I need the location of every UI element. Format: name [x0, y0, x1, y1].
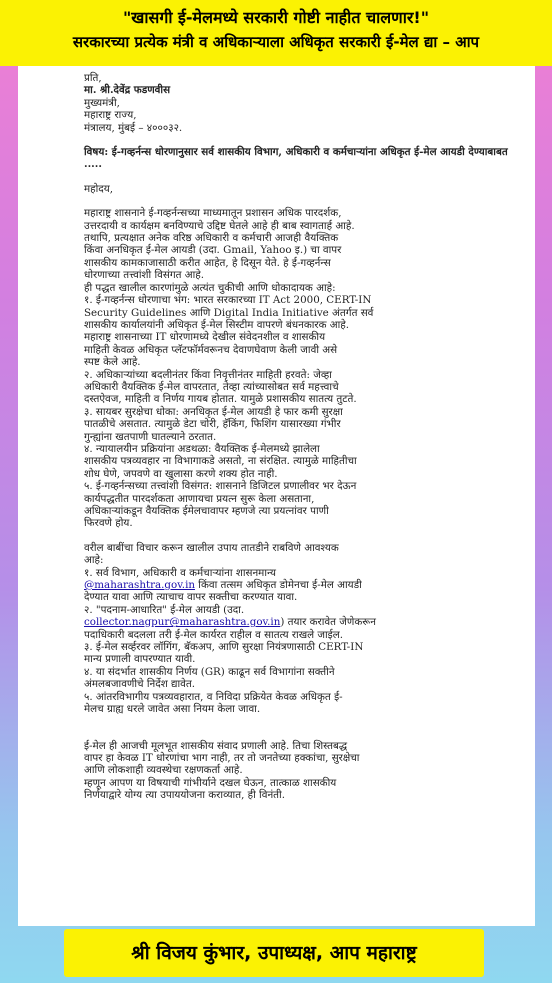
text-line: उत्तरदायी व कार्यक्षम बनविण्याचे उद्दिष्ट घेतले आहे ही बाब स्वागतार्ह आहे.	[84, 219, 355, 232]
text-line: आहे:	[84, 554, 104, 567]
text-line: स्पष्ट केले आहे.	[84, 356, 141, 369]
text-line: कार्यपद्धतीत पारदर्शकता आणायचा प्रयत्न सुरू केला असताना,	[84, 492, 315, 505]
text-line: धोरणाच्या तत्त्वांशी विसंगत आहे.	[84, 269, 205, 282]
text-line: शासकीय कार्यालयांनी अधिकृत ई-मेल सिस्टीम वापरणे बंधनकारक आहे.	[84, 318, 350, 331]
text-line: ३. ई-मेल सर्व्हरवर लॉगिंग, बॅकअप, आणि सुरक्षा नियंत्रणासाठी CERT-IN	[84, 641, 364, 654]
text-line: किंवा अनधिकृत ई-मेल आयडी (उदा. Gmail, Yahoo इ.) चा वापर	[84, 244, 342, 257]
text-line: @maharashtra.gov.in किंवा तत्सम अधिकृत डोमेनचा ई-मेल आयडी	[84, 579, 362, 592]
text-line: १. सर्व विभाग, अधिकारी व कर्मचाऱ्यांना शासनमान्य	[84, 566, 277, 579]
address-line: मुख्यमंत्री,	[84, 96, 120, 109]
text-line: २. अधिकाऱ्यांच्या बदलीनंतर किंवा निवृत्तीनंतर माहिती हरवते: जेव्हा	[84, 368, 332, 381]
text-line: मेलच ग्राह्य धरले जावेत असा नियम केला जावा.	[84, 703, 261, 716]
text-line: आणि लोकशाही व्यवस्थेचा रक्षणकर्ता आहे.	[84, 764, 243, 777]
text-line: मान्य प्रणाली वापरण्यात यावी.	[84, 653, 196, 666]
text-line: collector.nagpur@maharashtra.gov.in) तयार करावेत जेणेकरून	[84, 616, 376, 629]
text-line: पातळीचे असतात. त्यामुळे डेटा चोरी, हॅकिंग, फिशिंग यासारख्या गंभीर	[84, 418, 341, 431]
headline-subtitle: सरकारच्या प्रत्येक मंत्री व अधिकाऱ्याला अधिकृत सरकारी ई-मेल द्या – आप	[72, 33, 480, 51]
text-line: माहिती केवळ अधिकृत प्लॅटफॉर्मवरूनच देवाणघेवाण केली जावी असे	[84, 343, 338, 356]
text-line: ५. आंतरविभागीय पत्रव्यवहारात, व निविदा प्रक्रियेत केवळ अधिकृत ई-	[84, 690, 343, 703]
text-line: पदाधिकारी बदलला तरी ई-मेल कार्यरत राहील व सातत्य राखले जाईल.	[84, 628, 343, 641]
measures-section	[84, 542, 515, 716]
domain-link[interactable]: @maharashtra.gov.in	[84, 579, 196, 592]
text-line: शोध घेणे, जपवणे वा खुलासा करणे शक्य होत नाही.	[84, 467, 278, 480]
text-line: ३. सायबर सुरक्षेचा धोका: अनधिकृत ई-मेल आयडी हे फार कमी सुरक्षा	[84, 405, 343, 418]
letter-document	[18, 66, 535, 926]
address-line: मंत्रालय, मुंबई – ४०००३२.	[84, 121, 183, 134]
text-line: ५. ई-गव्हर्नन्सच्या तत्त्वांशी विसंगत: शासनाने डिजिटल प्रणालीवर भर देऊन	[84, 480, 357, 493]
reasons-paragraph	[84, 282, 515, 530]
text-line: १. ई-गव्हर्नन्स धोरणाचा भंग: भारत सरकारच्या IT Act 2000, CERT-IN	[84, 294, 372, 307]
text-line: अधिकारी वैयक्तिक ई-मेल वापरतात, तेव्हा त्यांच्यासोबत सर्व महत्त्वाचे	[84, 380, 339, 393]
text-line: दस्तऐवज, माहिती व निर्णय गायब होतात. यामुळे प्रशासकीय सातत्य तुटते.	[84, 393, 357, 406]
text-line: २. "पदनाम-आधारित" ई-मेल आयडी (उदा.	[84, 603, 245, 616]
address-line: प्रति,	[84, 72, 102, 84]
text-line: शासकीय पत्रव्यवहार ना विभागाकडे असतो, ना संरक्षित. त्यामुळे माहितीचा	[84, 455, 357, 468]
text-line: शासकीय कामकाजासाठी करीत आहेत, हे दिसून येते. हे ई-गव्हर्नन्स	[84, 256, 331, 269]
text-line: महाराष्ट्र शासनाच्या IT धोरणामध्ये देखील संवेदनशील व शासकीय	[84, 331, 326, 344]
text-line: Security Guidelines आणि Digital India Initiative अंतर्गत सर्व	[84, 306, 374, 319]
text-line: वरील बाबींचा विचार करून खालील उपाय तातडीने राबविणे आवश्यक	[84, 541, 339, 554]
intro-paragraph	[84, 207, 515, 281]
text-line: ४. न्यायालयीन प्रक्रियांना अडथळा: वैयक्तिक ई-मेलमध्ये झालेला	[84, 442, 320, 455]
text-line: ४. या संदर्भात शासकीय निर्णय (GR) काढून सर्व विभागांना सक्तीने	[84, 665, 335, 678]
headline-banner	[0, 0, 552, 66]
address-block	[84, 72, 515, 134]
text-line: देण्यात यावा आणि त्याचाच वापर सक्तीचा करण्यात यावा.	[84, 591, 298, 604]
headline-quote: "खासगी ई-मेलमध्ये सरकारी गोष्टी नाहीत चालणार!"	[122, 8, 430, 27]
text-line: ही पद्धत खालील कारणांमुळे अत्यंत चुकीची आणि धोकादायक आहे:	[84, 281, 336, 294]
text-line: ई-मेल ही आजची मूलभूत शासकीय संवाद प्रणाली आहे. तिचा शिस्तबद्ध	[84, 739, 348, 752]
text-line: वापर हा केवळ IT धोरणांचा भाग नाही, तर तो जनतेच्या हक्कांचा, सुरक्षेचा	[84, 751, 360, 764]
text-line: अधिकाऱ्यांकडून वैयक्तिक ईमेलचावापर म्हणजे त्या प्रयत्नांवर पाणी	[84, 505, 329, 517]
text-line: तथापि, प्रत्यक्षात अनेक वरिष्ठ अधिकारी व कर्मचारी आजही वैयक्तिक	[84, 232, 339, 245]
text-line: म्हणून आपण या विषयाची गांभीर्याने दखल घेऊन, तात्काळ शासकीय	[84, 776, 337, 789]
text-line: फिरवणे होय.	[84, 517, 133, 530]
text-line: महाराष्ट्र शासनाने ई-गव्हर्नन्सच्या माध्यमातून प्रशासन अधिक पारदर्शक,	[84, 207, 342, 220]
text-line: अंमलबजावणीचे निर्देश द्यावेत.	[84, 678, 195, 691]
closing-paragraph	[84, 740, 515, 802]
subject-line: विषय: ई-गव्हर्नन्स धोरणानुसार सर्व शासकीय विभाग, अधिकारी व कर्मचाऱ्यांना अधिकृत ई-मेल आयडी देण्याबाबत .....	[84, 146, 508, 171]
salutation: महोदय,	[84, 182, 114, 195]
text-line: गुन्ह्यांना खतपाणी घातल्याने ठरतात.	[84, 430, 217, 443]
email-link[interactable]: collector.nagpur@maharashtra.gov.in	[84, 616, 281, 629]
author-banner: श्री विजय कुंभार, उपाध्यक्ष, आप महाराष्ट्र	[64, 929, 484, 977]
address-line: मा. श्री.देवेंद्र फडणवीस	[84, 84, 171, 97]
text-line: निर्णयाद्वारे योग्य त्या उपाययोजना कराव्यात, ही विनंती.	[84, 789, 285, 802]
address-line: महाराष्ट्र राज्य,	[84, 109, 137, 122]
